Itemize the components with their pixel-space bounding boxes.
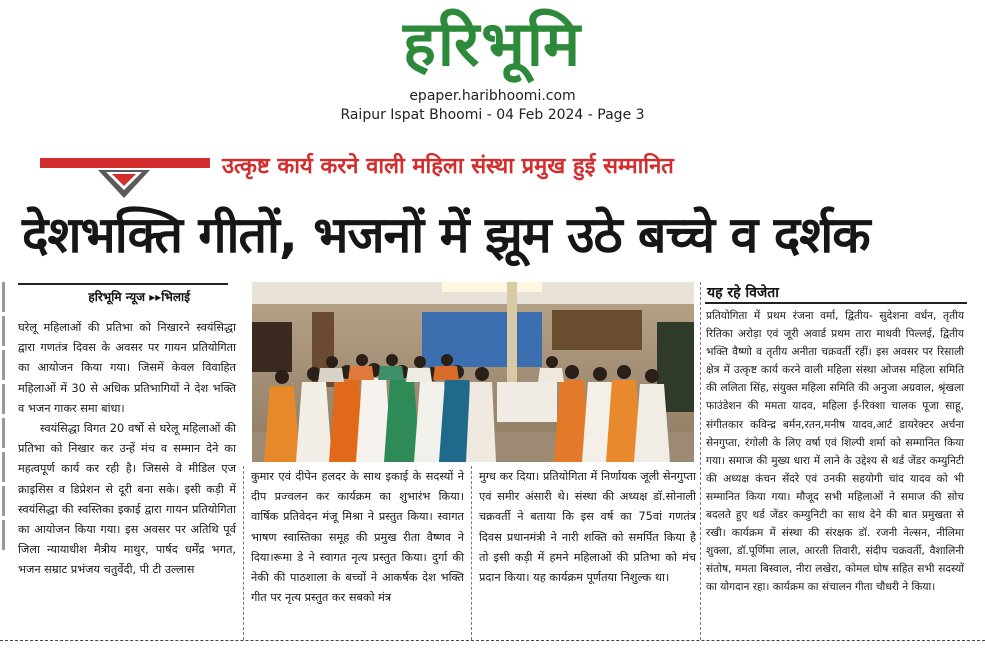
column-divider — [471, 466, 472, 640]
paragraph: प्रतियोगिता में प्रथम रंजना वर्मा, द्वितीय- सुदेशना वर्धन, तृतीय रितिका अरोड़ा एवं जूरी अवार्ड प्रथम तारा माधवी पिल्लई, द्वितीय भक्ति वैष्णो व तृतीय अनीता चक्रवर्ती रहीं। इस अवसर पर रिसाली क्षेत्र में उत्कृष्ट कार्य करने वाली महिला संस्था ओजस महिला समिति की ललिता सिंह, संयुक्त महिला समिति की अनुजा अग्रवाल, श्रृंखला फाउंडेशन की ममता यादव, महिला ई-रिक्शा चालक पूजा साहू, संगीतकार कविन्द्र बर्मन,रतन,मनीष यादव,आर्ट डायरेक्टर अर्चना सेनगुप्ता, रंगोली के लिए वर्षा एवं शिल्पी शर्मा को सम्मानित किया गया। समाज की मुख्य धारा में लाने के उद्देश्य से थर्ड जेंडर कम्युनिटी की अध्यक्ष कंचन सेंदरे एवं उनकी सहयोगी चांद यादव को भी सम्मानित किया गया। मौजूद सभी महिलाओं ने समाज की सोच बदलते हुए थर्ड जेंडर कम्युनिटी का साथ देने की बात प्रमुखता से रखी। कार्यक्रम में संस्था की संरक्षक डॉ. रजनी नेल्सन, नीलिमा शुक्ला, डॉ.पूर्णिमा लाल, आरती तिवारी, संदीप चक्रवर्ती, वैशालिनी संतोष, ममता बिस्वाल, नीरा लखेरा, कोमल घोष सहित सभी सदस्यों का योगदान रहा। कार्यक्रम का संचालन गीता चौधरी ने किया। — [706, 310, 964, 594]
paragraph: कुमार एवं दीपेन हलदर के साथ इकाई के सदस्यों ने दीप प्रज्वलन कर कार्यक्रम का शुभारंभ किया। वार्षिक प्रतिवेदन मंजू मिश्रा ने प्रस्तुत किया। स्वागत भाषण स्वास्तिका समूह की प्रमुख रीता वैष्णव ने दिया।रूमा डे ने स्वागत नृत्य प्रस्तुत किया। दुर्गा की नेकी की पाठशाला के बच्चों ने आकर्षक देश भक्ति गीत पर नृत्य प्रस्तुत कर सबको मंत्र — [251, 470, 464, 605]
byline: हरिभूमि न्यूज ▸▸भिलाई — [18, 283, 228, 305]
article-column-middle-1 — [251, 467, 464, 608]
event-group-photo — [252, 282, 694, 462]
column-divider — [700, 282, 701, 640]
page-edge-marks — [0, 278, 12, 638]
clipping-border — [0, 640, 985, 641]
site-url[interactable]: epaper.haribhoomi.com — [409, 88, 576, 104]
article-kicker: उत्कृष्ट कार्य करने वाली महिला संस्था प्रमुख हुई सम्मानित — [222, 154, 674, 179]
kicker-bar — [40, 158, 210, 168]
winners-heading: यह रहे विजेता — [707, 285, 779, 301]
paragraph: घरेलू महिलाओं की प्रतिभा को निखारने स्वयंसिद्धा द्वारा गणतंत्र दिवस के अवसर पर गायन प्रतियोगिता का आयोजन किया गया। जिसमें केवल विवाहित महिलाओं में 30 से अधिक प्रतिभागियों ने देश भक्ति व भजन गाकर समा बांधा। — [18, 321, 236, 415]
paragraph: स्वयंसिद्धा विगत 20 वर्षो से घरेलू महिलाओं की प्रतिभा को निखार कर उन्हें मंच व सम्मान देने का महत्वपूर्ण कार्य कर रही है। जिससे वे मीडिल एज क्राइसिस व डिप्रेशन से दूरी बना सके। इसी कड़ी में स्वयंसिद्धा की स्वस्तिका इकाई द्वारा गायन प्रतियोगिता का आयोजन किया गया। इस अवसर पर अतिथि पूर्व जिला न्यायाधीश मैत्रीय माथुर, पार्षद धर्मेंद्र भगत, भजन सम्राट प्रभंजय चतुर्वेदी, पी टी उल्लास — [18, 422, 236, 577]
winners-text — [706, 307, 964, 597]
paragraph: मुग्ध कर दिया। प्रतियोगिता में निर्णायक जूली सेनगुप्ता एवं समीर अंसारी थे। संस्था की अध्यक्ष डॉ.सोनाली चक्रवर्ती ने बताया कि इस वर्ष का 75वां गणतंत्र दिवस प्रधानमंत्री ने नारी शक्ति को समर्पित किया है तो इसी कड़ी में हमने महिलाओं की प्रतिभा को मंच प्रदान किया। यह कार्यक्रम पूर्णतया निशुल्क था। — [479, 470, 696, 585]
article-column-middle-2 — [479, 467, 696, 588]
chevron-down-icon — [98, 170, 150, 198]
edition-line: Raipur Ispat Bhoomi - 04 Feb 2024 - Page 3 — [340, 107, 645, 123]
article-headline: देशभक्ति गीतों, भजनों में झूम उठे बच्चे व दर्शक — [22, 206, 870, 264]
column-divider — [243, 466, 244, 640]
article-column-left — [18, 318, 236, 581]
masthead — [0, 6, 985, 82]
winners-rule — [705, 302, 967, 304]
newspaper-logo: हरिभूमि — [402, 7, 583, 80]
